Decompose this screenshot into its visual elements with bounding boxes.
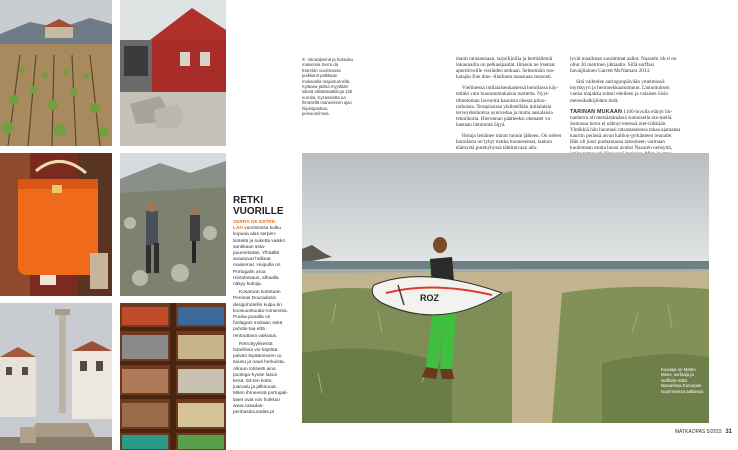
sidebar-heading [233, 195, 295, 217]
sidebar-article [233, 220, 289, 418]
photo-caption-top: X- Vanaalpeinä ja hukeaku maisemia Serra da Estrelan vuoristossa puikkanit palkkaan mukavalla mapiotunnella. Kyläasu-jaskia myydään sitesä villakistaakikoja 125 euroita. Kyzasalotta ua ihmetellä maneeksen ajan hiipeiipaskua, peisuumihrwa. [302, 57, 354, 117]
surfer-beach-photo [302, 153, 709, 423]
photo-caption-bottom: Kuvaaja on Martin Mees, surfaaja ja surffaria-näkö Nazaréssa Euroopan suurimmissa aalloissa. [661, 367, 705, 394]
sidebar-heading-line2: VUORILLE [233, 206, 284, 217]
page-footer [660, 429, 732, 435]
article-paragraph: manti rantaneoaan, tarjoilijoilla ja kettitäilemä lokaunailla on pelkasipaidat. Ilmasin ne itsemat aperitiiveille vieräiden seikaan. Seltsemäin ruo-kalajän fine dine -illallinen maustaan tennosti. [456, 56, 555, 81]
market-shelves-photo [120, 303, 226, 450]
red-house-photo [120, 0, 226, 146]
surfboard-logo: ROZ [420, 293, 439, 303]
page-number: 31 [725, 429, 732, 435]
sidebar-lead-text: vuoristossa kulku kopuaa alas serpen-tiinteitä ja suketta vaikkö sankkaan seta-puumetsään. Ylhäällä avautuvat hulkeat maisemat. Huipulla on Portugalin aroa Hintokesaus, alhaalla näkyy kukoja. [233, 226, 285, 288]
sidebar-heading-line1: RETKI [233, 195, 263, 206]
hikers-photo [120, 153, 226, 296]
vineyard-photo [0, 0, 112, 146]
orange-handbag-photo [0, 153, 112, 296]
sidebar-paragraph: Kosaruan luotetaan Peninas Douradasin designhotellin kulpu-tin koosuunkuutia-romanssa. Puuka-puoalla on hotlagani mukaan sekä puhdis-taa että rentouttava vaikutus. [233, 290, 288, 339]
section-lead-text: 1100-luvulla elänyt lin-nanherra oli metsästämässä sumuisella nie-mellä. Sumussa herra ei nähnyt eteensä niet-riikkään. Yhtäkkiä hän huomasi ratsastaneensa takaa ajamansa kauriin perässä aivan kallion-jyrkänteen reunalle. Hän oli juuri pudoamassa ratsuineen varmaan kuolemaan mutta huusi avuksi Nazarén neitsyttä, [570, 108, 681, 152]
section-lead-title: TARINAN MUKAAN [570, 108, 623, 115]
magazine-issue: MATKAOPAS 5/2015 [674, 429, 722, 435]
sidebar-paragraph: Retroityylisessä hotellissa voi käyttää paivän lepäämiseen ui, saunu ja nauti herkuista. Alkuun totisesti aina puolega-hyvän lasun kesä. Sit-ten kotto, juaruolu ja jälkiruuat. Miten ihmeessä portugali-laset ovat niin hoikkia! www.casadas-penhasdouradas.pt [233, 341, 288, 416]
article-paragraph: Viellinessä intilalaisenkaisessä hotollassa käy-tettäin vain huonommukaisia tuotteita. Nyyt-tilmetoman lavereitit kaunista ohesta pituo-tarhoista. Terapiosissa yhdistellään intilalaista terveydenhoitoa ayurvedaa ja mutta aasialaisia tekniikoita. Hieronnan päätteeksi ohenatet va-haetaan lämmintä öljyä. [456, 85, 559, 128]
article-paragraph: lyvät maailman suurimmat aallot. Nazarén rik-ti on ollut 30 metrinen jättiaalto. Sillä surffasi havaijilainen Garrett McNamara 2013. [570, 56, 677, 75]
sidebar-lead-accent: SERRA DE ESTRE- LAN [233, 220, 277, 232]
village-pillory-photo [0, 303, 112, 450]
article-paragraph: Sitä vaihtelee auringonpäivään ymelmossä myrskyyn ja hermoekkaanumuun. Linnoituksen vanha majakka toimii edelleen ja valaisee öisin meresikalkijöiden tietä. [570, 79, 670, 104]
article-paragraph: Hotaja lentänee minut tunnin jälkeen. On neleet hotoilasta on lyhyt matka huonesenset, laukun elämystä purekyhyssä tähtitaivaan alla. [456, 133, 562, 152]
